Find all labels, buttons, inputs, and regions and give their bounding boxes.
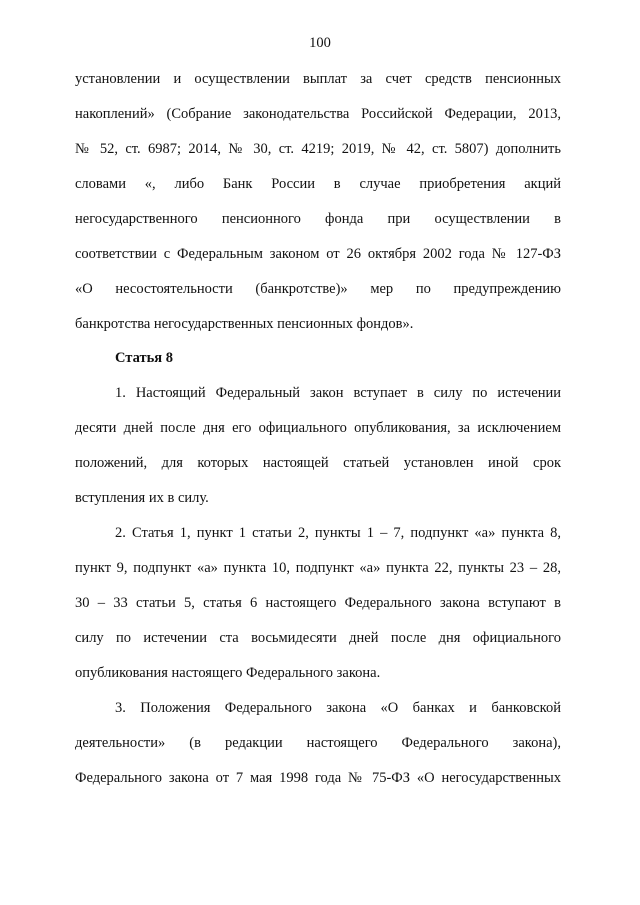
paragraph-line: накоплений» (Собрание законодательства Российской Федерации, 2013, xyxy=(75,106,561,122)
paragraph-line: Федерального закона от 7 мая 1998 года № 75-ФЗ «О негосударственных xyxy=(75,770,561,786)
paragraph-line: установлении и осуществлении выплат за счет средств пенсионных xyxy=(75,71,561,87)
paragraph-line: банкротства негосударственных пенсионных фондов». xyxy=(75,316,414,332)
paragraph-line: опубликования настоящего Федерального закона. xyxy=(75,665,381,681)
paragraph-line: 30 – 33 статьи 5, статья 6 настоящего Федерального закона вступают в xyxy=(75,595,561,611)
paragraph-line: «О несостоятельности (банкротстве)» мер по предупреждению xyxy=(75,281,561,297)
article-heading: Статья 8 xyxy=(115,350,173,366)
paragraph-line: соответствии с Федеральным законом от 26 октября 2002 года № 127-ФЗ xyxy=(75,246,561,262)
paragraph-line: силу по истечении ста восьмидесяти дней после дня официального xyxy=(75,630,561,646)
page-number: 100 xyxy=(309,35,331,51)
paragraph-line: положений, для которых настоящей статьей установлен иной срок xyxy=(75,455,561,471)
paragraph-line: пункт 9, подпункт «а» пункта 10, подпункт «а» пункта 22, пункты 23 – 28, xyxy=(75,560,561,576)
paragraph-line: словами «, либо Банк России в случае приобретения акций xyxy=(75,176,561,192)
paragraph-line: вступления их в силу. xyxy=(75,490,209,506)
paragraph-line: № 52, ст. 6987; 2014, № 30, ст. 4219; 2019, № 42, ст. 5807) дополнить xyxy=(75,141,561,157)
paragraph-line: негосударственного пенсионного фонда при осуществлении в xyxy=(75,211,561,227)
paragraph-line: 1. Настоящий Федеральный закон вступает в силу по истечении xyxy=(115,385,561,401)
paragraph-line: 2. Статья 1, пункт 1 статьи 2, пункты 1 – 7, подпункт «а» пункта 8, xyxy=(115,525,561,541)
paragraph-line: деятельности» (в редакции настоящего Федерального закона), xyxy=(75,735,561,751)
paragraph-line: десяти дней после дня его официального опубликования, за исключением xyxy=(75,420,561,436)
paragraph-line: 3. Положения Федерального закона «О банках и банковской xyxy=(115,700,561,716)
